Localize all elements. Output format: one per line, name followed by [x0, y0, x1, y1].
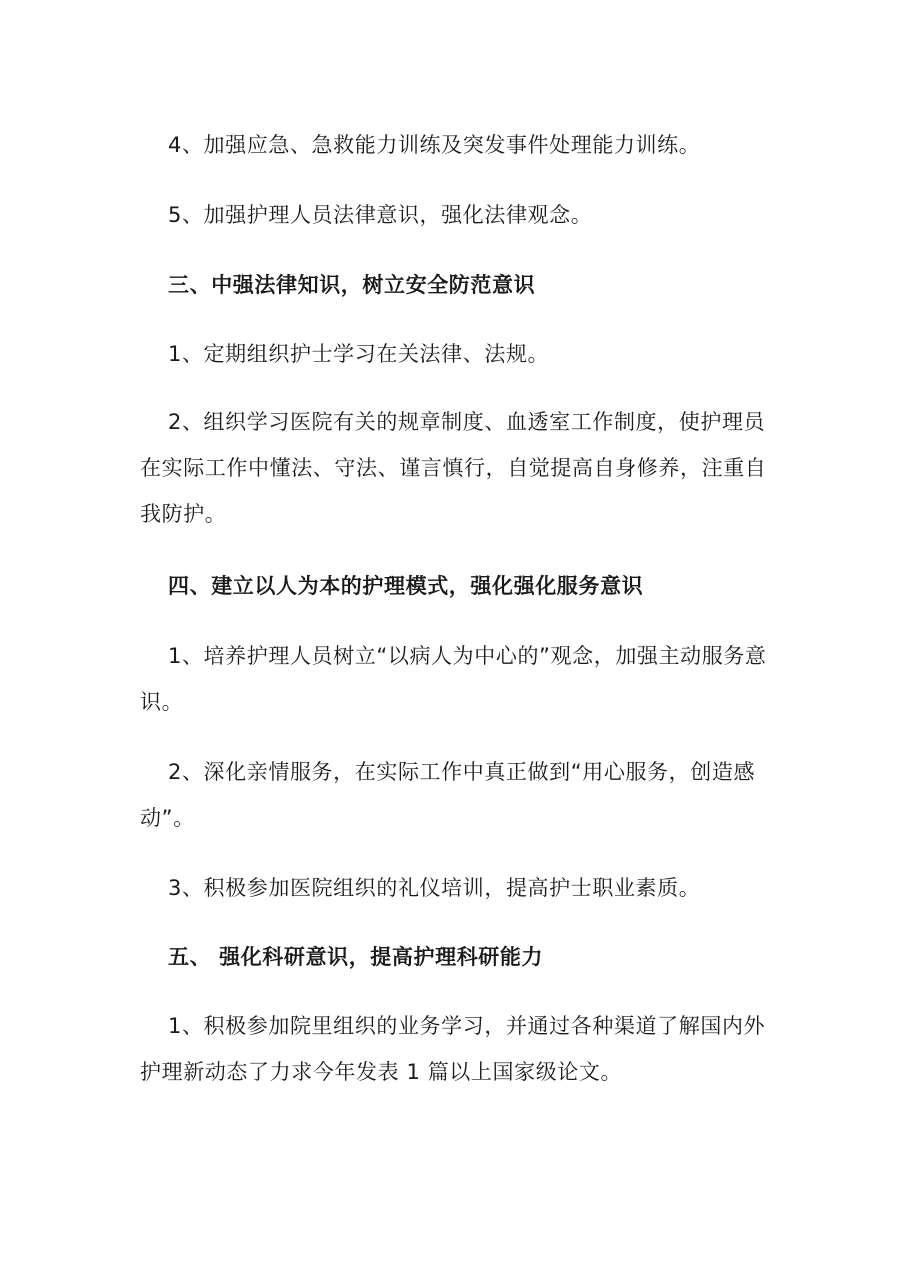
section-heading-3: 三、中强法律知识，树立安全防范意识: [168, 273, 536, 297]
paragraph-item-5-1: 1、积极参加院里组织的业务学习，并通过各种渠道了解国内外护理新动态了力求今年发表 1 篇以上国家级论文。: [140, 1014, 766, 1084]
paragraph-item-3-2: 2、组织学习医院有关的规章制度、血透室工作制度，使护理员在实际工作中懂法、守法、谨言慎行，自觉提高自身修养，注重自我防护。: [140, 410, 767, 526]
paragraph-item-5: 5、加强护理人员法律意识，强化法律观念。: [168, 203, 593, 227]
section-heading-4: 四、建立以人为本的护理模式，强化强化服务意识: [168, 574, 644, 598]
section-heading-5: 五、 强化科研意识，提高护理科研能力: [168, 945, 544, 969]
paragraph-item-4-2: 2、深化亲情服务，在实际工作中真正做到“用心服务，创造感动”。: [140, 760, 756, 830]
paragraph-item-4-1: 1、培养护理人员树立“以病人为中心的”观念，加强主动服务意识。: [140, 644, 767, 714]
paragraph-item-3-1: 1、定期组织护士学习在关法律、法规。: [168, 342, 550, 366]
paragraph-item-4-3: 3、积极参加医院组织的礼仪培训，提高护士职业素质。: [168, 876, 701, 900]
paragraph-item-4: 4、加强应急、急救能力训练及突发事件处理能力训练。: [168, 133, 701, 157]
